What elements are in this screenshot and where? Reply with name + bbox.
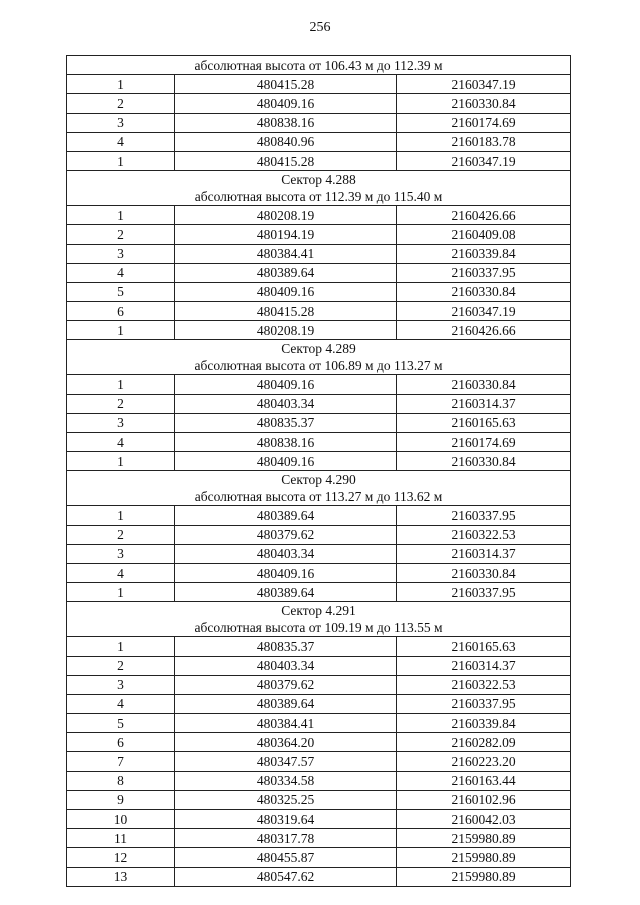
x-coordinate-cell: 480334.58 — [175, 771, 397, 790]
height-range-label: абсолютная высота от 106.43 м до 112.39 м — [67, 56, 571, 75]
y-coordinate-cell: 2160174.69 — [397, 113, 571, 132]
x-coordinate-cell: 480840.96 — [175, 132, 397, 151]
y-coordinate-cell: 2160337.95 — [397, 694, 571, 713]
y-coordinate-cell: 2160347.19 — [397, 75, 571, 94]
y-coordinate-cell: 2160183.78 — [397, 132, 571, 151]
table-row — [67, 433, 571, 452]
table-row — [67, 151, 571, 170]
x-coordinate-cell: 480415.28 — [175, 151, 397, 170]
y-coordinate-cell: 2160409.08 — [397, 225, 571, 244]
x-coordinate-cell: 480379.62 — [175, 525, 397, 544]
x-coordinate-cell: 480415.28 — [175, 75, 397, 94]
y-coordinate-cell: 2160042.03 — [397, 810, 571, 829]
x-coordinate-cell: 480415.28 — [175, 302, 397, 321]
table-row — [67, 321, 571, 340]
point-number-cell: 1 — [67, 206, 175, 225]
table-row — [67, 656, 571, 675]
height-range-label: абсолютная высота от 109.19 м до 113.55 м — [194, 620, 443, 636]
y-coordinate-cell: 2160314.37 — [397, 394, 571, 413]
sector-title: Сектор 4.291 — [281, 603, 356, 619]
x-coordinate-cell: 480379.62 — [175, 675, 397, 694]
y-coordinate-cell: 2159980.89 — [397, 848, 571, 867]
table-row — [67, 752, 571, 771]
table-row — [67, 810, 571, 829]
table-row — [67, 563, 571, 582]
table-row — [67, 714, 571, 733]
point-number-cell: 10 — [67, 810, 175, 829]
x-coordinate-cell: 480835.37 — [175, 413, 397, 432]
x-coordinate-cell: 480317.78 — [175, 829, 397, 848]
x-coordinate-cell: 480409.16 — [175, 94, 397, 113]
x-coordinate-cell: 480409.16 — [175, 563, 397, 582]
table-row — [67, 583, 571, 602]
y-coordinate-cell: 2160347.19 — [397, 151, 571, 170]
y-coordinate-cell: 2160163.44 — [397, 771, 571, 790]
y-coordinate-cell: 2160339.84 — [397, 244, 571, 263]
x-coordinate-cell: 480835.37 — [175, 637, 397, 656]
table-row — [67, 829, 571, 848]
table-row — [67, 113, 571, 132]
sector-title: Сектор 4.288 — [281, 172, 356, 188]
y-coordinate-cell: 2160330.84 — [397, 94, 571, 113]
sector-header-cell — [67, 602, 571, 637]
first-height-header — [67, 56, 571, 75]
x-coordinate-cell: 480389.64 — [175, 263, 397, 282]
y-coordinate-cell: 2160330.84 — [397, 282, 571, 301]
sector-header — [67, 171, 571, 206]
y-coordinate-cell: 2160337.95 — [397, 583, 571, 602]
point-number-cell: 1 — [67, 75, 175, 94]
y-coordinate-cell: 2160337.95 — [397, 263, 571, 282]
table-row — [67, 771, 571, 790]
y-coordinate-cell: 2160330.84 — [397, 375, 571, 394]
y-coordinate-cell: 2160347.19 — [397, 302, 571, 321]
x-coordinate-cell: 480389.64 — [175, 583, 397, 602]
x-coordinate-cell: 480384.41 — [175, 714, 397, 733]
point-number-cell: 1 — [67, 506, 175, 525]
x-coordinate-cell: 480389.64 — [175, 506, 397, 525]
x-coordinate-cell: 480384.41 — [175, 244, 397, 263]
point-number-cell: 5 — [67, 282, 175, 301]
sector-header — [67, 471, 571, 506]
table-row — [67, 375, 571, 394]
x-coordinate-cell: 480455.87 — [175, 848, 397, 867]
y-coordinate-cell: 2160314.37 — [397, 656, 571, 675]
point-number-cell: 3 — [67, 413, 175, 432]
table-row — [67, 94, 571, 113]
x-coordinate-cell: 480389.64 — [175, 694, 397, 713]
x-coordinate-cell: 480409.16 — [175, 452, 397, 471]
table-row — [67, 452, 571, 471]
x-coordinate-cell: 480347.57 — [175, 752, 397, 771]
point-number-cell: 3 — [67, 675, 175, 694]
height-range-label: абсолютная высота от 112.39 м до 115.40 м — [194, 189, 443, 205]
point-number-cell: 12 — [67, 848, 175, 867]
table-row — [67, 790, 571, 809]
y-coordinate-cell: 2160314.37 — [397, 544, 571, 563]
sector-header-cell — [67, 471, 571, 506]
x-coordinate-cell: 480409.16 — [175, 282, 397, 301]
x-coordinate-cell: 480319.64 — [175, 810, 397, 829]
table-row — [67, 302, 571, 321]
height-range-label: абсолютная высота от 113.27 м до 113.62 м — [194, 489, 443, 505]
table-row — [67, 848, 571, 867]
point-number-cell: 1 — [67, 637, 175, 656]
x-coordinate-cell: 480364.20 — [175, 733, 397, 752]
y-coordinate-cell: 2160282.09 — [397, 733, 571, 752]
table-row — [67, 282, 571, 301]
point-number-cell: 6 — [67, 733, 175, 752]
point-number-cell: 1 — [67, 452, 175, 471]
point-number-cell: 3 — [67, 244, 175, 263]
x-coordinate-cell: 480325.25 — [175, 790, 397, 809]
height-range-label: абсолютная высота от 106.89 м до 113.27 м — [194, 358, 443, 374]
table-row — [67, 637, 571, 656]
table-row — [67, 132, 571, 151]
point-number-cell: 3 — [67, 544, 175, 563]
table-row — [67, 733, 571, 752]
y-coordinate-cell: 2160322.53 — [397, 675, 571, 694]
y-coordinate-cell: 2160165.63 — [397, 637, 571, 656]
sector-header — [67, 340, 571, 375]
point-number-cell: 4 — [67, 694, 175, 713]
table-row — [67, 225, 571, 244]
point-number-cell: 4 — [67, 433, 175, 452]
sector-header-cell — [67, 171, 571, 206]
point-number-cell: 2 — [67, 656, 175, 675]
point-number-cell: 2 — [67, 525, 175, 544]
y-coordinate-cell: 2160174.69 — [397, 433, 571, 452]
y-coordinate-cell: 2160337.95 — [397, 506, 571, 525]
point-number-cell: 8 — [67, 771, 175, 790]
table-row — [67, 506, 571, 525]
y-coordinate-cell: 2160322.53 — [397, 525, 571, 544]
y-coordinate-cell: 2160426.66 — [397, 206, 571, 225]
table-row — [67, 206, 571, 225]
point-number-cell: 2 — [67, 394, 175, 413]
point-number-cell: 13 — [67, 867, 175, 886]
point-number-cell: 1 — [67, 151, 175, 170]
sector-header — [67, 602, 571, 637]
x-coordinate-cell: 480208.19 — [175, 321, 397, 340]
table-row — [67, 413, 571, 432]
table-row — [67, 525, 571, 544]
y-coordinate-cell: 2160330.84 — [397, 452, 571, 471]
x-coordinate-cell: 480403.34 — [175, 656, 397, 675]
table-row — [67, 544, 571, 563]
x-coordinate-cell: 480409.16 — [175, 375, 397, 394]
point-number-cell: 3 — [67, 113, 175, 132]
sector-header-cell — [67, 340, 571, 375]
y-coordinate-cell: 2160330.84 — [397, 563, 571, 582]
point-number-cell: 11 — [67, 829, 175, 848]
point-number-cell: 2 — [67, 94, 175, 113]
y-coordinate-cell: 2160339.84 — [397, 714, 571, 733]
x-coordinate-cell: 480547.62 — [175, 867, 397, 886]
y-coordinate-cell: 2159980.89 — [397, 867, 571, 886]
y-coordinate-cell: 2160102.96 — [397, 790, 571, 809]
y-coordinate-cell: 2159980.89 — [397, 829, 571, 848]
table-row — [67, 867, 571, 886]
point-number-cell: 1 — [67, 321, 175, 340]
x-coordinate-cell: 480403.34 — [175, 394, 397, 413]
coordinates-table-body — [67, 56, 571, 887]
point-number-cell: 7 — [67, 752, 175, 771]
table-row — [67, 694, 571, 713]
y-coordinate-cell: 2160165.63 — [397, 413, 571, 432]
point-number-cell: 4 — [67, 563, 175, 582]
y-coordinate-cell: 2160223.20 — [397, 752, 571, 771]
table-row — [67, 263, 571, 282]
table-row — [67, 675, 571, 694]
x-coordinate-cell: 480194.19 — [175, 225, 397, 244]
x-coordinate-cell: 480838.16 — [175, 113, 397, 132]
point-number-cell: 4 — [67, 132, 175, 151]
point-number-cell: 1 — [67, 583, 175, 602]
point-number-cell: 6 — [67, 302, 175, 321]
sector-title: Сектор 4.290 — [281, 472, 356, 488]
table-row — [67, 394, 571, 413]
table-row — [67, 75, 571, 94]
sector-title: Сектор 4.289 — [281, 341, 356, 357]
coordinates-table — [66, 55, 571, 887]
point-number-cell: 9 — [67, 790, 175, 809]
point-number-cell: 1 — [67, 375, 175, 394]
x-coordinate-cell: 480838.16 — [175, 433, 397, 452]
x-coordinate-cell: 480403.34 — [175, 544, 397, 563]
point-number-cell: 5 — [67, 714, 175, 733]
page-number: 256 — [309, 20, 331, 35]
x-coordinate-cell: 480208.19 — [175, 206, 397, 225]
y-coordinate-cell: 2160426.66 — [397, 321, 571, 340]
point-number-cell: 2 — [67, 225, 175, 244]
table-row — [67, 244, 571, 263]
point-number-cell: 4 — [67, 263, 175, 282]
